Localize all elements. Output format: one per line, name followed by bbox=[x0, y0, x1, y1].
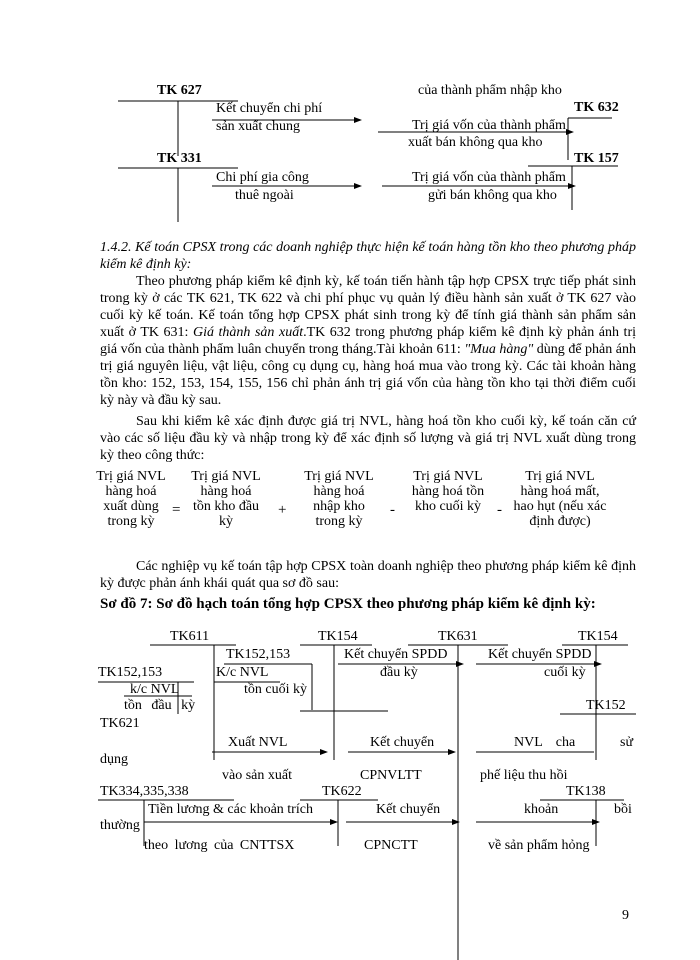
d7-tien-luong: Tiền lương & các khoản trích bbox=[148, 802, 313, 817]
tk331-line2: thuê ngoài bbox=[235, 188, 294, 203]
formula-result: Trị giá NVL hàng hoá xuất dùng trong kỳ bbox=[96, 469, 166, 529]
d7-ton-dau-ky: tồn đầu kỳ bbox=[124, 698, 196, 713]
para1-text-a: Theo phương pháp kiểm kê định kỳ, kế toán tiến hành tập hợp CPSX trực tiếp phát sinh trong kỳ ở các TK 621, TK 622 và chi phí phục vụ quản lý điều hành sản xuất ở TK 627 vào cuối kỳ kế toán. Kế toán tổng hợp CPSX phát sinh trong kỳ để tính giá thành sản phẩm sản xuất ở TK 631: bbox=[100, 274, 636, 340]
section-heading: 1.4.2. Kế toán CPSX trong các doanh nghiệp thực hiện kế toán hàng tồn kho theo phương pháp kiểm kê định kỳ: bbox=[100, 240, 636, 272]
d7-tk622: TK622 bbox=[322, 784, 362, 799]
d7-sp-hong: về sản phẩm hỏng bbox=[488, 838, 590, 853]
d7-tk154b: TK154 bbox=[578, 629, 618, 644]
d7-phe-lieu: phế liệu thu hồi bbox=[480, 768, 568, 783]
d7-cpnvltt: CPNVLTT bbox=[360, 768, 422, 783]
formula-term2: Trị giá NVL hàng hoá nhập kho trong kỳ bbox=[304, 469, 374, 529]
d7-su: sử bbox=[620, 735, 634, 750]
formula-minus2: - bbox=[497, 502, 502, 518]
formula-equals: = bbox=[172, 502, 181, 518]
tk632-line1: Trị giá vốn của thành phẩm bbox=[412, 118, 566, 133]
d7-boi: bồi bbox=[614, 802, 632, 817]
d7-dau-ky: đầu kỳ bbox=[380, 665, 418, 680]
d7-nvl-cha: NVL cha bbox=[514, 735, 576, 750]
formula-plus: + bbox=[278, 502, 287, 518]
d7-tk152: TK152 bbox=[586, 698, 626, 713]
d7-kc-621: Kết chuyển bbox=[370, 735, 435, 750]
finished-goods-text: của thành phẩm nhập kho bbox=[418, 83, 562, 98]
d7-dung: dụng bbox=[100, 752, 128, 767]
d7-khoan: khoản bbox=[524, 802, 559, 817]
d7-thuong: thường bbox=[100, 818, 140, 833]
page-number: 9 bbox=[622, 908, 629, 923]
formula-minus1: - bbox=[390, 502, 395, 518]
d7-vao-sx: vào sản xuất bbox=[222, 768, 292, 783]
d7-kc-nvl2: k/c NVL bbox=[130, 682, 180, 697]
d7-tk334: TK334,335,338 bbox=[100, 784, 189, 799]
d7-cuoi-ky: cuối kỳ bbox=[544, 665, 586, 680]
d7-kc-622: Kết chuyển bbox=[376, 802, 441, 817]
para1-italic-b: Giá thành sản xuất bbox=[193, 325, 304, 340]
tk331-line1: Chi phí gia công bbox=[216, 170, 309, 185]
d7-xuat-nvl: Xuất NVL bbox=[228, 735, 288, 750]
para1-text-c: .TK 632 trong phương pháp kiểm kê định kỳ phản ánh trị giá vốn của thành phẩm luân chuyển trong tháng.Tài khoản 611: bbox=[100, 325, 636, 357]
paragraph-2: Sau khi kiểm kê xác định được giá trị NVL, hàng hoá tồn kho cuối kỳ, kế toán căn cứ vào các số liệu đầu kỳ và nhập trong kỳ để xác định số lượng và giá trị NVL xuất dùng trong kỳ theo công thức: bbox=[100, 414, 636, 463]
d7-tk138: TK138 bbox=[566, 784, 606, 799]
d7-kc-spdd2: Kết chuyển SPDD bbox=[488, 647, 592, 662]
tk331-label: TK 331 bbox=[157, 151, 202, 166]
d7-tk611: TK611 bbox=[170, 629, 210, 644]
d7-cpnctt: CPNCTT bbox=[364, 838, 418, 853]
formula-term1: Trị giá NVL hàng hoá tồn kho đầu kỳ bbox=[191, 469, 261, 529]
d7-kc-spdd1: Kết chuyển SPDD bbox=[344, 647, 448, 662]
para1-italic-d: "Mua hàng" bbox=[464, 342, 534, 357]
diagram7-title: Sơ đồ 7: Sơ đồ hạch toán tổng hợp CPSX theo phương pháp kiểm kê định kỳ: bbox=[100, 596, 596, 612]
paragraph-1 bbox=[100, 273, 636, 409]
tk632-label: TK 632 bbox=[574, 100, 619, 115]
tk632-line2: xuất bán không qua kho bbox=[408, 135, 543, 150]
tk627-label: TK 627 bbox=[157, 83, 202, 98]
d7-tk621: TK621 bbox=[100, 716, 140, 731]
tk157-line1: Trị giá vốn của thành phẩm bbox=[412, 170, 566, 185]
d7-kc-nvl: K/c NVL bbox=[216, 665, 269, 680]
tk627-line1: Kết chuyển chi phí bbox=[216, 101, 323, 116]
tk157-line2: gửi bán không qua kho bbox=[428, 188, 557, 203]
formula-term3: Trị giá NVL hàng hoá tồn kho cuối kỳ bbox=[411, 469, 485, 514]
d7-tk152-153a: TK152,153 bbox=[226, 647, 291, 662]
d7-tk152-153b: TK152,153 bbox=[98, 665, 163, 680]
d7-tk154a: TK154 bbox=[318, 629, 358, 644]
formula-term4: Trị giá NVL hàng hoá mất, hao hụt (nếu xác định được) bbox=[513, 469, 607, 529]
d7-theo-luong: theo lương của CNTTSX bbox=[144, 838, 295, 853]
para1-text-e: dùng để phản ánh trị giá nguyên liệu, vật liệu, công cụ dụng cụ, hàng hoá mua vào trong kỳ. Các tài khoản hàng tồn kho: 152, 153, 154, 155, 156 chỉ phản ánh trị giá vốn của hàng tồn kho tại thời điểm cuối kỳ này và đầu kỳ sau. bbox=[100, 342, 636, 408]
d7-tk631: TK631 bbox=[438, 629, 478, 644]
d7-ton-cuoi-ky: tồn cuối kỳ bbox=[244, 682, 307, 697]
tk627-line2: sản xuất chung bbox=[216, 119, 300, 134]
paragraph-3: Các nghiệp vụ kế toán tập hợp CPSX toàn doanh nghiệp theo phương pháp kiểm kê định kỳ được phản ánh khái quát qua sơ đồ sau: bbox=[100, 559, 636, 591]
tk157-label: TK 157 bbox=[574, 151, 619, 166]
